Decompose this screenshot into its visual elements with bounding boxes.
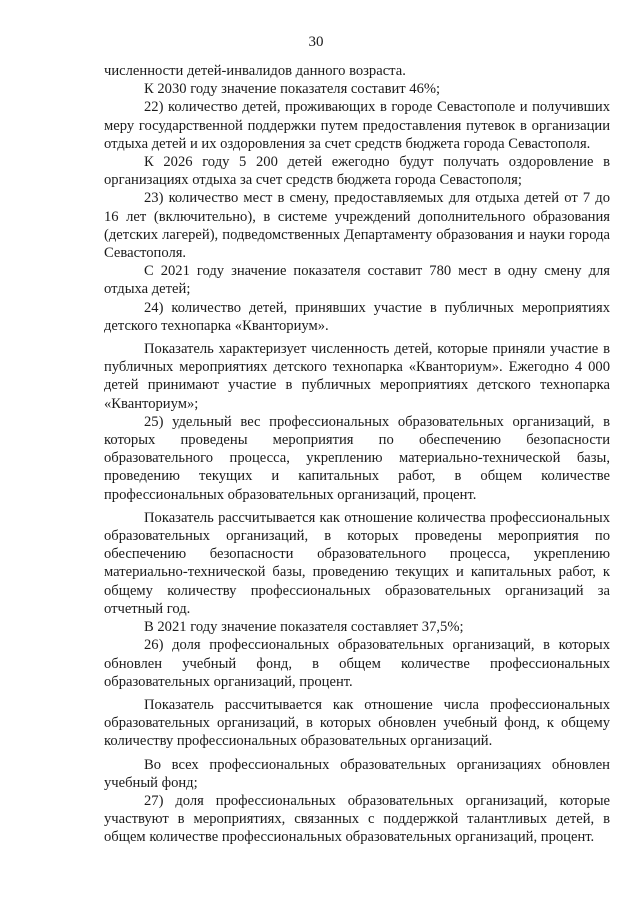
paragraph: Во всех профессиональных образовательных организациях обновлен учебный фонд; xyxy=(104,756,610,791)
paragraph: 25) удельный вес профессиональных образовательных организаций, в которых проведены мероприятия по обеспечению безопасности образовательного процесса, укреплению материально-технической базы, проведению текущих и капитальных работ, в общем количестве профессиональных образовательных организаций, процент. xyxy=(104,413,610,503)
paragraph: 27) доля профессиональных образовательных организаций, которые участвуют в мероприятиях, связанных с поддержкой талантливых детей, в общем количестве профессиональных образовательных организаций, процент. xyxy=(104,792,610,846)
paragraph: Показатель рассчитывается как отношение количества профессиональных образовательных организаций, в которых проведены мероприятия по обеспечению безопасности образовательного процесса, укреплению материально-технической базы, проведению текущих и капитальных работ, к общему количеству профессиональных образовательных организаций за отчетный год. xyxy=(104,509,610,617)
paragraph: С 2021 году значение показателя составит 780 мест в одну смену для отдыха детей; xyxy=(104,263,610,298)
paragraph: 24) количество детей, принявших участие в публичных мероприятиях детского технопарка «Кванториум». xyxy=(104,299,610,334)
paragraph: численности детей-инвалидов данного возраста. xyxy=(104,63,406,79)
paragraph: 22) количество детей, проживающих в городе Севастополе и получивших меру государственной поддержки путем предоставления путевок в организации отдыха детей и их оздоровления за счет средств бюджета города Севастополя. xyxy=(104,99,610,152)
document-body xyxy=(104,62,610,847)
paragraph: К 2030 году значение показателя составит 46%; xyxy=(144,81,441,98)
paragraph: В 2021 году значение показателя составляет 37,5%; xyxy=(144,619,464,636)
page-number: 30 xyxy=(308,34,324,50)
paragraph: Показатель рассчитывается как отношение числа профессиональных образовательных организаций, в которых обновлен учебный фонд, к общему количеству профессиональных образовательных организаций. xyxy=(104,696,610,750)
paragraph: Показатель характеризует численность детей, которые приняли участие в публичных мероприятиях детского технопарка «Кванториум». Ежегодно 4 000 детей принимают участие в публичных мероприятиях детского технопарка «Кванториум»; xyxy=(104,341,610,412)
paragraph: 23) количество мест в смену, предоставляемых для отдыха детей от 7 до 16 лет (включительно), в системе учреждений дополнительного образования (детских лагерей), подведомственных Департаменту образования и науки города Севастополя. xyxy=(104,190,610,262)
paragraph: К 2026 году 5 200 детей ежегодно будут получать оздоровление в организациях отдыха за счет средств бюджета города Севастополя; xyxy=(104,154,610,189)
paragraph: 26) доля профессиональных образовательных организаций, в которых обновлен учебный фонд, в общем количестве профессиональных образовательных организаций, процент. xyxy=(104,637,610,690)
